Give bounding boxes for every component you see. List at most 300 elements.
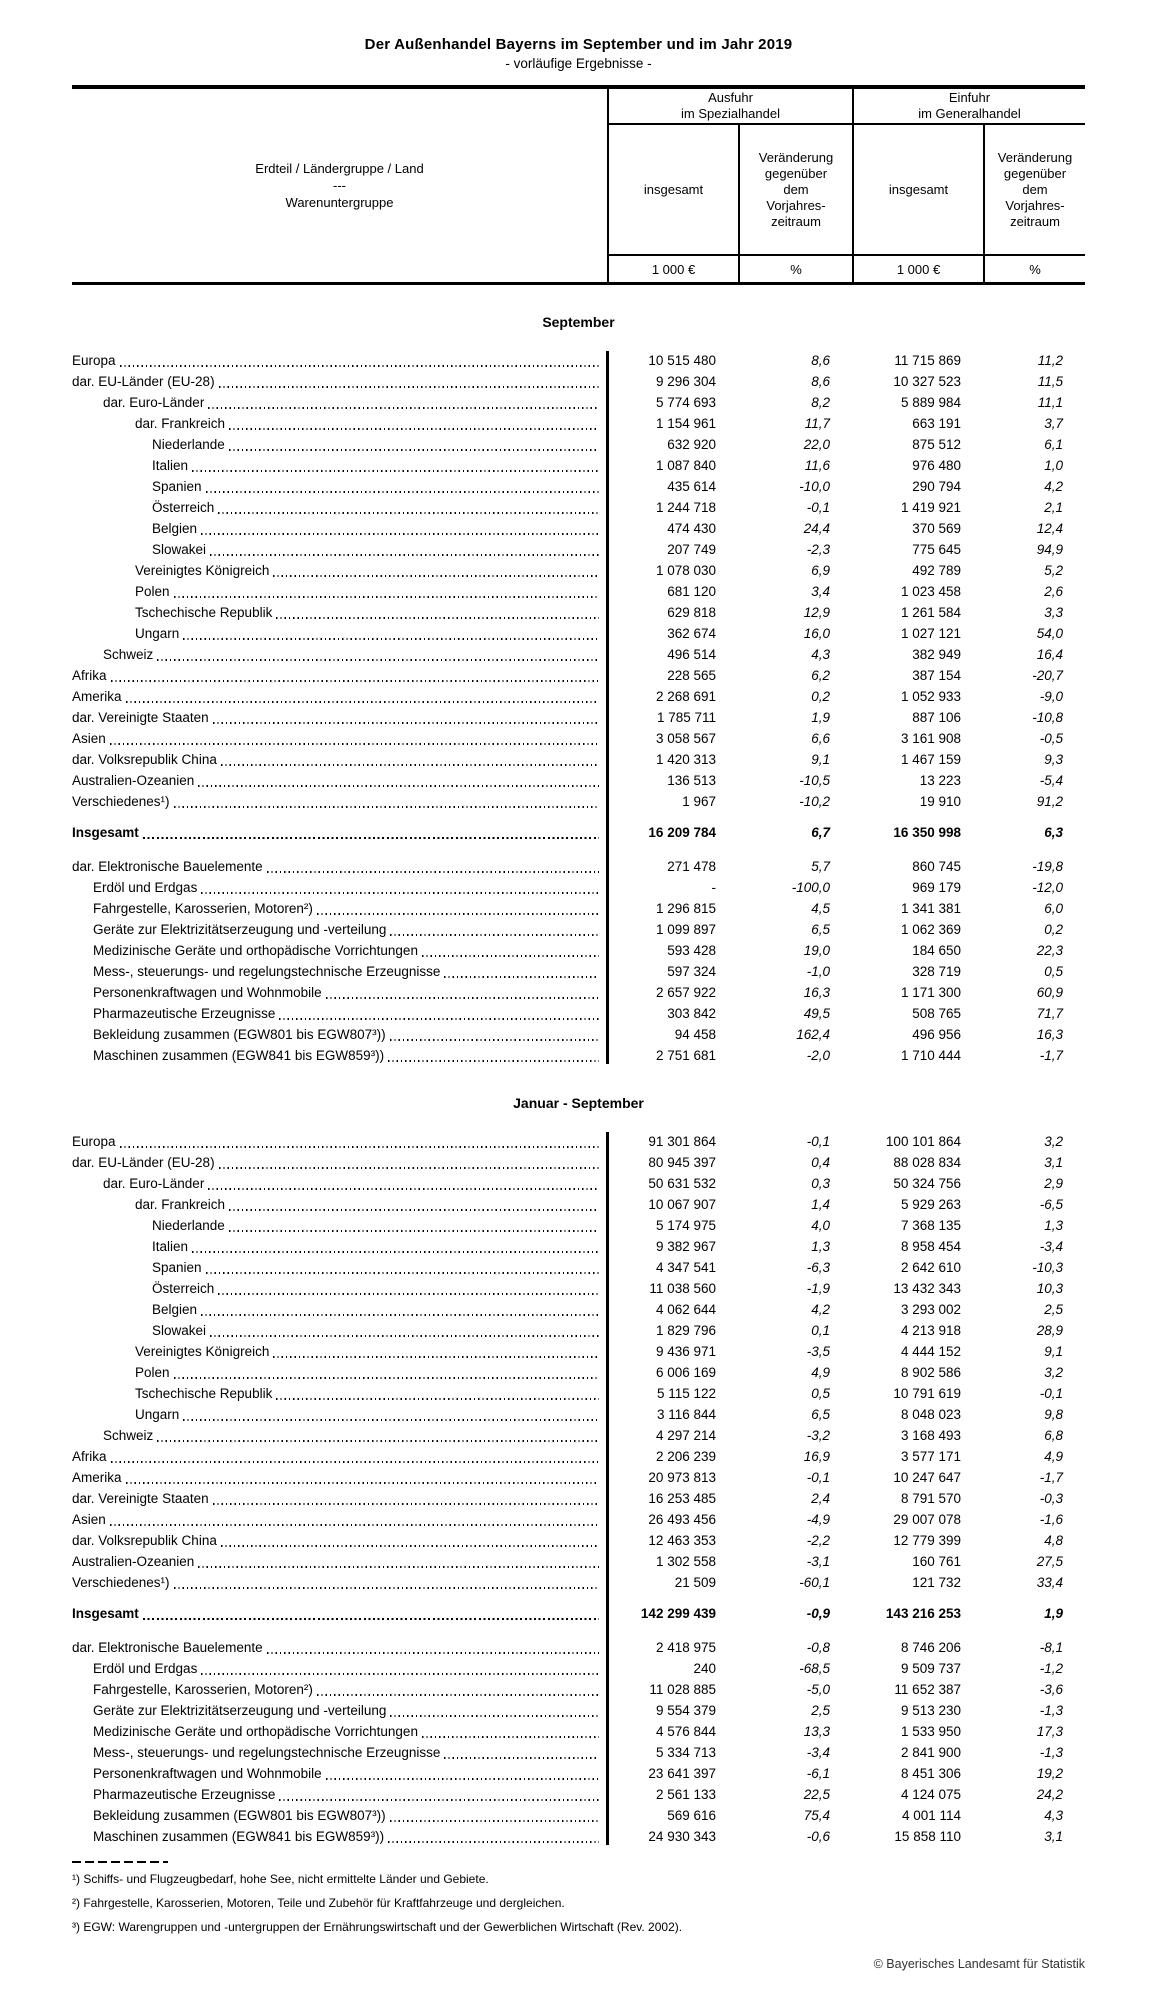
row-label-cell [72,1826,607,1847]
table-row [72,1530,1085,1551]
country-rows [72,1131,1085,1593]
value-export-change: -0,1 [806,1470,830,1485]
country-rows [72,350,1085,812]
value-import-change: -1,3 [1039,1703,1063,1718]
dot-leader [210,1335,599,1337]
dot-leader [229,428,599,430]
dot-leader [273,575,599,577]
row-label-cell [72,686,607,707]
row-label: Polen [135,584,170,599]
value-export-change: 162,4 [796,1027,830,1042]
value-export-change: 2,5 [811,1703,830,1718]
value-export-change: 0,1 [811,1323,830,1338]
value-export-total: 240 [693,1661,716,1676]
value-import-change: 16,3 [1036,1027,1063,1042]
dot-leader [273,1356,599,1358]
value-export-change: 19,0 [803,943,830,958]
value-export-change: 8,2 [811,395,830,410]
value-import-total: 1 052 933 [900,689,961,704]
value-import-total: 328 719 [912,964,961,979]
value-export-total: 207 749 [667,542,716,557]
row-label: Österreich [152,1281,215,1296]
value-import-change: 9,3 [1044,752,1063,767]
value-export-change: -3,5 [806,1344,830,1359]
dot-leader [229,1209,599,1211]
row-label-cell [72,1320,607,1341]
value-export-change: -10,2 [799,794,830,809]
value-export-change: -100,0 [791,880,830,895]
value-export-total: 1 244 718 [655,500,716,515]
value-import-total: 8 791 570 [900,1491,961,1506]
value-import-total: 143 216 253 [885,1606,961,1621]
value-import-change: 0,2 [1044,922,1063,937]
row-label: Maschinen zusammen (EGW841 bis EGW859³)) [93,1829,385,1844]
value-export-total: 80 945 397 [648,1155,716,1170]
total-row-block [72,1603,1085,1624]
row-label: dar. EU-Länder (EU-28) [72,374,215,389]
row-label-cell [72,1383,607,1404]
value-export-change: 1,3 [811,1239,830,1254]
dot-leader [213,1503,599,1505]
value-import-change: -1,3 [1039,1745,1063,1760]
value-import-total: 1 533 950 [900,1724,961,1739]
row-label-cell [72,602,607,623]
value-export-total: 21 509 [674,1575,716,1590]
value-export-change: 0,2 [811,689,830,704]
value-export-change: -3,2 [806,1428,830,1443]
dot-leader [111,1461,599,1463]
value-export-total: 9 554 379 [655,1703,716,1718]
row-label-cell [72,1152,607,1173]
value-export-change: 4,3 [811,647,830,662]
table-row [72,1467,1085,1488]
table-row [72,1784,1085,1805]
value-import-change: -1,7 [1039,1470,1063,1485]
row-label-cell [72,350,607,371]
page-title: Der Außenhandel Bayerns im September und im Jahr 2019 [364,36,793,53]
row-label-cell [72,1488,607,1509]
value-export-change: 22,0 [803,437,830,452]
row-label: Asien [72,731,106,746]
section-january-september [72,1095,1085,1847]
dot-leader [174,806,599,808]
dot-leader [183,1419,599,1421]
row-label-cell [72,919,607,940]
dot-leader [120,1146,599,1148]
value-import-total: 121 732 [912,1575,961,1590]
value-export-total: 1 296 815 [655,901,716,916]
value-import-change: 2,6 [1044,584,1063,599]
table-row [72,665,1085,686]
value-import-change: 3,2 [1044,1365,1063,1380]
dot-leader [221,764,599,766]
row-dimension-line2: Warenuntergruppe [285,195,394,210]
table-row [72,1572,1085,1593]
row-label: Fahrgestelle, Karosserien, Motoren²) [93,901,313,916]
table-row [72,961,1085,982]
value-import-total: 12 779 399 [893,1533,961,1548]
row-label: Italien [152,458,189,473]
row-label: Pharmazeutische Erzeugnisse [93,1787,276,1802]
dot-leader [198,785,599,787]
table-row [72,497,1085,518]
dot-leader [221,1545,599,1547]
value-export-change: 6,5 [811,922,830,937]
value-export-total: 4 347 541 [655,1260,716,1275]
row-label-cell [72,1404,607,1425]
unit-export-total: 1 000 € [607,256,738,282]
dot-leader [388,1841,599,1843]
row-label-cell [72,707,607,728]
row-label: Personenkraftwagen und Wohnmobile [93,1766,322,1781]
value-export-change: -0,6 [806,1829,830,1844]
value-import-total: 663 191 [912,416,961,431]
value-import-change: 6,0 [1044,901,1063,916]
value-import-total: 5 929 263 [900,1197,961,1212]
row-label-cell [72,1003,607,1024]
value-export-change: -0,8 [806,1640,830,1655]
dot-leader [174,1587,599,1589]
row-label-cell [72,476,607,497]
row-label: Afrika [72,668,107,683]
value-export-change: 1,9 [811,710,830,725]
dot-leader [276,617,599,619]
value-import-change: 6,8 [1044,1428,1063,1443]
dot-leader [208,1188,599,1190]
dot-leader [388,1060,599,1062]
dot-leader [198,1566,599,1568]
row-label-cell [72,1131,607,1152]
row-label-cell [72,455,607,476]
value-import-change: 3,7 [1044,416,1063,431]
value-export-total: 1 967 [682,794,716,809]
value-export-change: 2,4 [811,1491,830,1506]
section-title: Januar - September [513,1095,644,1111]
table-row [72,1194,1085,1215]
table-row [72,1551,1085,1572]
row-label-cell [72,1658,607,1679]
value-import-total: 3 161 908 [900,731,961,746]
dot-leader [267,1652,599,1654]
value-import-total: 1 171 300 [900,985,961,1000]
table-row [72,1700,1085,1721]
value-export-total: 1 302 558 [655,1554,716,1569]
row-label: Polen [135,1365,170,1380]
table-row [72,1404,1085,1425]
value-import-total: 7 368 135 [900,1218,961,1233]
row-label: Vereinigtes Königreich [135,1344,270,1359]
table-row [72,1383,1085,1404]
table-row [72,822,1085,843]
row-label: Vereinigtes Königreich [135,563,270,578]
value-export-total: 50 631 532 [648,1176,716,1191]
value-import-total: 4 213 918 [900,1323,961,1338]
value-export-change: -6,3 [806,1260,830,1275]
value-import-change: 16,4 [1036,647,1063,662]
value-import-total: 290 794 [912,479,961,494]
row-label-cell [72,1742,607,1763]
value-export-total: 16 209 784 [648,825,716,840]
value-import-total: 8 451 306 [900,1766,961,1781]
table-row [72,707,1085,728]
value-import-change: 0,5 [1044,964,1063,979]
dot-leader [183,638,599,640]
value-import-change: 12,4 [1036,521,1063,536]
value-export-total: 24 930 343 [648,1829,716,1844]
value-export-total: 5 115 122 [656,1386,716,1401]
table-row [72,877,1085,898]
row-label: dar. Euro-Länder [103,1176,205,1191]
value-import-change: -1,2 [1039,1661,1063,1676]
table-row [72,1425,1085,1446]
value-export-total: 11 038 560 [649,1281,716,1296]
row-label-cell [72,940,607,961]
value-import-change: 4,3 [1044,1808,1063,1823]
value-export-change: -0,9 [806,1606,830,1621]
value-export-change: 4,0 [811,1218,830,1233]
value-export-total: 5 334 713 [655,1745,716,1760]
value-import-change: -10,8 [1032,710,1063,725]
value-import-total: 1 062 369 [900,922,961,937]
value-export-change: 49,5 [803,1006,830,1021]
value-export-total: 5 174 975 [655,1218,716,1233]
export-group-line2: im Spezialhandel [680,106,780,121]
unit-export-change: % [738,256,852,282]
dot-leader [206,491,599,493]
value-export-total: 9 296 304 [655,374,716,389]
value-export-total: 2 657 922 [655,985,716,1000]
row-label: dar. Elektronische Bauelemente [72,1640,263,1655]
col-change-line: zeitraum [1010,213,1060,229]
value-export-total: 4 576 844 [655,1724,716,1739]
value-import-change: 3,1 [1044,1155,1063,1170]
row-label: Tschechische Republik [135,1386,273,1401]
col-change-line: gegenüber [764,165,828,181]
row-label: Australien-Ozeanien [72,773,195,788]
col-change-line: Vorjahres- [766,197,826,213]
footnote-2: ²) Fahrgestelle, Karosserien, Motoren, Teile und Zubehör für Kraftfahrzeuge und dergleichen. [72,1896,565,1910]
value-import-change: 11,5 [1037,374,1063,389]
value-import-total: 492 789 [912,563,961,578]
row-label: Tschechische Republik [135,605,273,620]
value-import-total: 8 048 023 [900,1407,961,1422]
value-import-total: 1 261 584 [900,605,961,620]
col-change-line: Veränderung [997,149,1073,165]
value-export-change: -2,0 [806,1048,830,1063]
dot-leader [218,1293,599,1295]
total-row-block [72,822,1085,843]
value-export-change: 11,6 [804,458,830,473]
value-export-total: 593 428 [667,943,716,958]
value-export-total: 1 087 840 [655,458,716,473]
row-label: Österreich [152,500,215,515]
col-change-line: dem [1022,181,1048,197]
row-label-cell [72,982,607,1003]
table-row [72,1045,1085,1066]
row-label: Spanien [152,1260,202,1275]
row-label-cell [72,770,607,791]
value-export-total: 1 078 030 [655,563,716,578]
row-label-cell [72,1173,607,1194]
value-import-total: 9 509 737 [900,1661,961,1676]
value-import-total: 887 106 [912,710,961,725]
table-row [72,856,1085,877]
value-import-change: -3,6 [1039,1682,1063,1697]
row-label-cell [72,1194,607,1215]
value-export-change: 6,5 [811,1407,830,1422]
value-import-change: 9,1 [1044,1344,1063,1359]
dot-leader [213,722,599,724]
dot-leader [201,892,599,894]
value-import-total: 160 761 [912,1554,961,1569]
value-export-total: 2 751 681 [655,1048,716,1063]
page-subtitle: - vorläufige Ergebnisse - [505,56,652,71]
row-label: Schweiz [103,647,154,662]
dot-leader [317,913,599,915]
value-import-total: 976 480 [912,458,961,473]
value-import-total: 1 419 921 [900,500,961,515]
row-label: Spanien [152,479,202,494]
table-row [72,1152,1085,1173]
value-import-total: 1 341 381 [900,901,961,916]
value-import-total: 860 745 [912,859,961,874]
value-export-total: 303 842 [667,1006,716,1021]
value-import-change: -8,1 [1039,1640,1063,1655]
value-export-total: 1 154 961 [655,416,716,431]
value-export-total: 3 116 844 [656,1407,716,1422]
value-export-change: -2,3 [806,542,830,557]
product-rows [72,1637,1085,1847]
value-import-change: -3,4 [1039,1239,1063,1254]
value-export-change: 16,0 [803,626,830,641]
value-import-change: 11,2 [1037,353,1063,368]
table-row [72,539,1085,560]
table-row [72,1362,1085,1383]
table-row [72,791,1085,812]
value-export-total: 20 973 813 [648,1470,716,1485]
value-import-change: 3,2 [1044,1134,1063,1149]
table-row [72,1763,1085,1784]
value-export-change: -3,4 [806,1745,830,1760]
dot-leader [143,837,599,839]
value-import-total: 10 791 619 [893,1386,961,1401]
value-import-change: -10,3 [1032,1260,1063,1275]
row-label-cell [72,898,607,919]
value-import-change: 19,2 [1036,1766,1063,1781]
value-import-change: 1,0 [1044,458,1063,473]
dot-leader [126,701,599,703]
value-export-total: 5 774 693 [655,395,716,410]
value-export-total: 4 297 214 [655,1428,716,1443]
unit-import-change: % [983,256,1085,282]
dot-leader [208,407,599,409]
table-row [72,1257,1085,1278]
row-label-cell [72,1509,607,1530]
value-import-change: 4,9 [1044,1449,1063,1464]
row-label: Geräte zur Elektrizitätserzeugung und -verteilung [93,1703,387,1718]
export-total-header [607,125,738,256]
row-label-cell [72,1215,607,1236]
value-export-change: 6,9 [811,563,830,578]
table-row [72,1299,1085,1320]
value-export-change: 3,4 [811,584,830,599]
value-import-change: 17,3 [1036,1724,1063,1739]
value-import-change: -0,1 [1039,1386,1063,1401]
row-label-cell [72,1299,607,1320]
row-label: Mess-, steuerungs- und regelungstechnische Erzeugnisse [93,964,441,979]
row-label-cell [72,1805,607,1826]
dot-leader [143,1618,599,1620]
col-total-label: insgesamt [888,181,949,197]
row-label: Insgesamt [72,1606,139,1621]
value-export-change: 6,6 [811,731,830,746]
value-export-change: 11,7 [804,416,830,431]
row-label: dar. Volksrepublik China [72,1533,217,1548]
table-row [72,1341,1085,1362]
value-export-total: 2 206 239 [655,1449,716,1464]
row-label: dar. Vereinigte Staaten [72,1491,209,1506]
value-import-total: 3 168 493 [900,1428,961,1443]
row-label: Italien [152,1239,189,1254]
table-row [72,623,1085,644]
value-export-change: -2,2 [806,1533,830,1548]
value-export-total: 362 674 [667,626,716,641]
value-export-total: 94 458 [674,1027,716,1042]
import-group-line2: im Generalhandel [918,106,1021,121]
value-import-total: 387 154 [912,668,961,683]
row-label: Amerika [72,689,122,704]
table-row [72,1826,1085,1847]
dot-leader [444,1757,599,1759]
row-label: dar. Frankreich [135,1197,226,1212]
dot-leader [201,1314,599,1316]
value-export-total: 474 430 [667,521,716,536]
dot-leader [276,1398,599,1400]
row-label-cell [72,560,607,581]
value-import-total: 969 179 [912,880,961,895]
dot-leader [201,1673,599,1675]
value-import-change: 91,2 [1036,794,1063,809]
col-change-line: gegenüber [1003,165,1067,181]
dot-leader [267,871,599,873]
value-export-total: - [711,880,716,895]
table-row [72,1131,1085,1152]
value-export-change: 4,5 [811,901,830,916]
footnote-3: ³) EGW: Warengruppen und -untergruppen der Ernährungswirtschaft und der Gewerblichen Wirtschaft (Rev. 2002). [72,1920,683,1934]
value-import-total: 382 949 [912,647,961,662]
table-row [72,602,1085,623]
row-label: Bekleidung zusammen (EGW801 bis EGW807³)) [93,1027,386,1042]
dot-leader [390,934,599,936]
footnote-separator [72,1861,168,1863]
row-label: Fahrgestelle, Karosserien, Motoren²) [93,1682,313,1697]
row-label: Verschiedenes¹) [72,794,170,809]
row-label-cell [72,1637,607,1658]
value-export-change: -6,1 [806,1766,830,1781]
value-import-total: 2 841 900 [900,1745,961,1760]
dot-leader [192,1251,599,1253]
value-import-total: 4 001 114 [901,1808,961,1823]
export-change-header [738,125,852,256]
dot-leader [157,1440,599,1442]
row-label-cell [72,1551,607,1572]
import-change-header [983,125,1085,256]
value-export-change: -3,1 [806,1554,830,1569]
value-import-change: 6,3 [1044,825,1063,840]
row-label-cell [72,518,607,539]
value-import-total: 8 958 454 [900,1239,961,1254]
value-export-total: 2 268 691 [655,689,716,704]
